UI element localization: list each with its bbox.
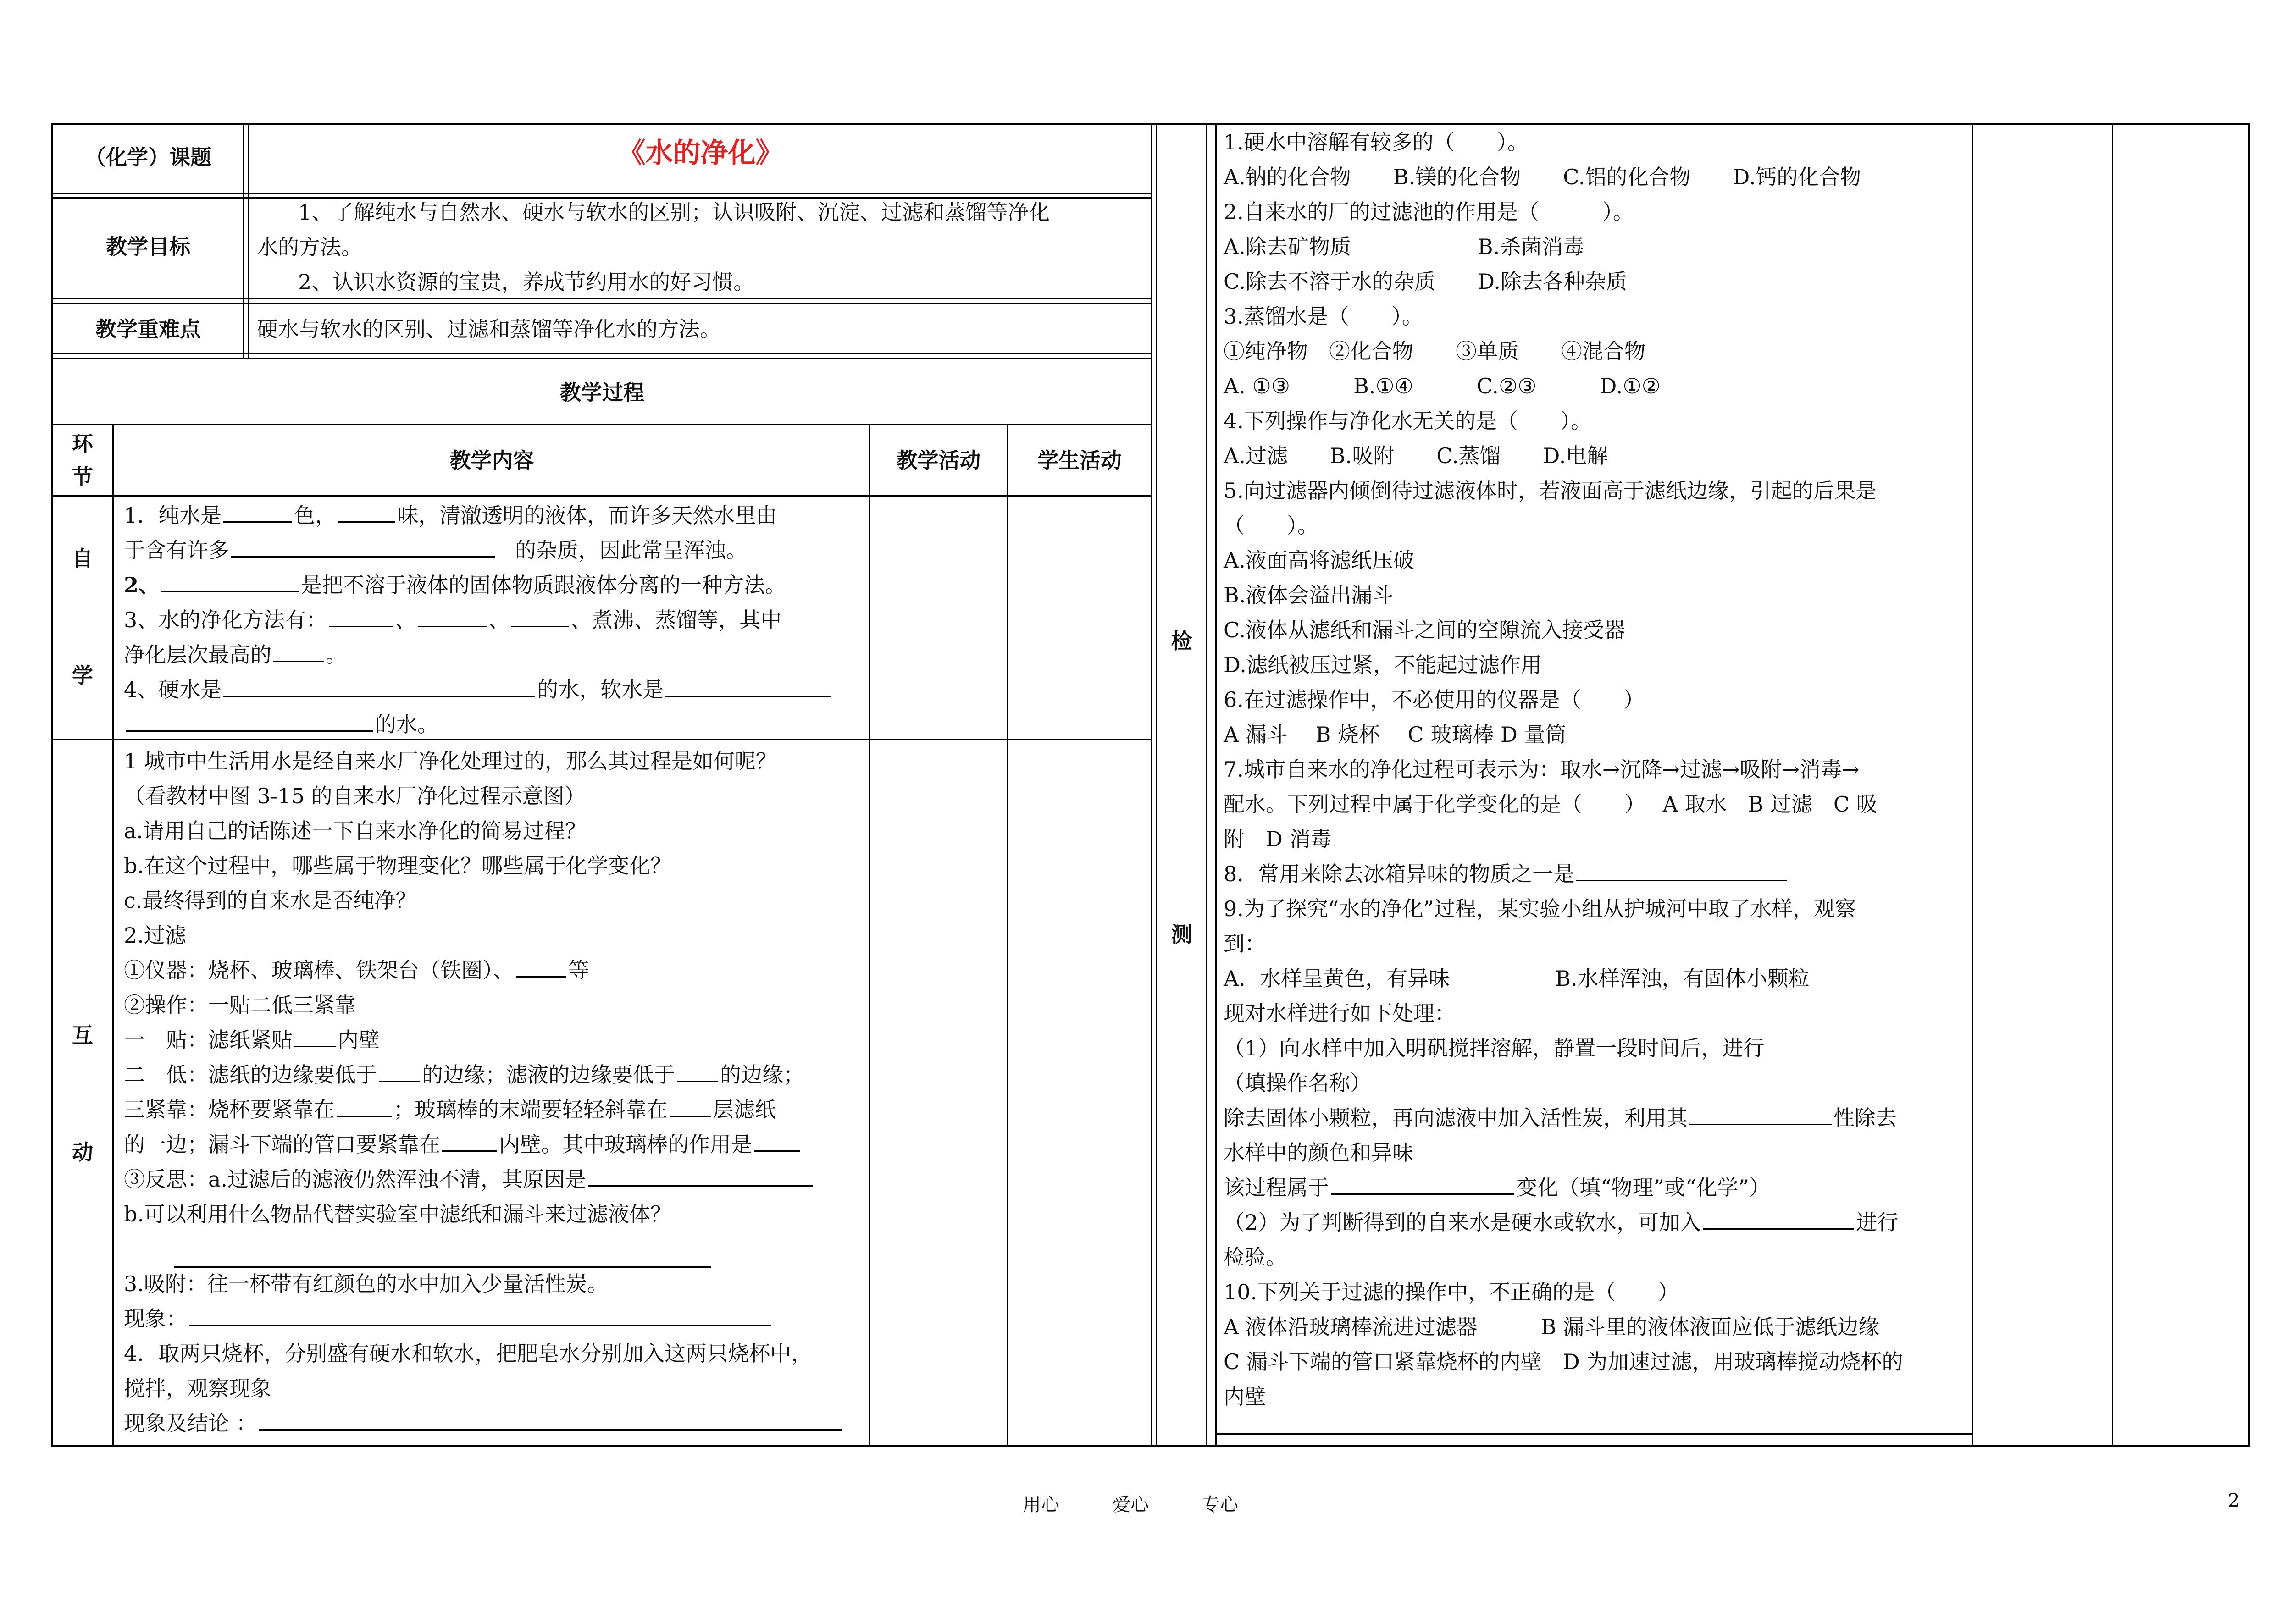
header-split	[243, 123, 244, 358]
teacher-col-line	[1007, 424, 1008, 1447]
interaction-tie: 一 贴：滤纸紧贴 内壁	[124, 1022, 380, 1057]
interaction-instruments: ①仪器：烧杯、玻璃棒、铁架台（铁圈）、 等	[124, 953, 589, 988]
test-line-20: 配水。下列过程中属于化学变化的是（ ） A 取水 B 过滤 C 吸	[1224, 792, 1878, 817]
test-line-10: A.过滤 B.吸附 C.蒸馏 D.电解	[1224, 443, 1608, 468]
goal-2: 2、认识水资源的宝贵，养成节约用水的好习惯。	[298, 270, 755, 294]
test-q10-1: 10.下列关于过滤的操作中，不正确的是（ ）	[1224, 1280, 1679, 1304]
interaction-operation: ②操作：一贴二低三紧靠	[124, 993, 356, 1017]
test-line-11: 5.向过滤器内倾倒待过滤液体时，若液面高于滤纸边缘，引起的后果是	[1224, 478, 1877, 503]
header-split-b	[248, 123, 249, 358]
col-content: 教学内容	[449, 448, 534, 473]
footer-motto-a: 用心	[1023, 1494, 1059, 1515]
test-q9-f: （填操作名称）	[1224, 1071, 1371, 1095]
test-label-b: 测	[1171, 922, 1192, 947]
test-q9-c: A．水样呈黄色，有异味 B.水样浑浊，有固体小颗粒	[1224, 966, 1810, 991]
test-q9-j: （2）为了判断得到的自来水是硬水或软水，可加入 进行	[1224, 1205, 1898, 1240]
test-q9-a: 9.为了探究“水的净化”过程，某实验小组从护城河中取了水样，观察	[1224, 896, 1856, 921]
row-line-3b	[51, 358, 1152, 359]
interaction-line-6: 2.过滤	[124, 923, 186, 948]
test-line-9: 4.下列操作与净化水无关的是（ ）。	[1224, 409, 1592, 433]
interaction-conclusion: 现象及结论 ：	[124, 1406, 843, 1441]
col-student: 学生活动	[1037, 448, 1122, 473]
test-line-12: （ ）。	[1224, 513, 1318, 538]
test-line-7: ①纯净物 ②化合物 ③单质 ④混合物	[1224, 339, 1645, 364]
extra-col-line-1	[1972, 123, 1973, 1447]
left-table-right	[1151, 123, 1152, 1447]
subject-label: （化学）课题	[85, 145, 211, 170]
self-study-line-2: 于含有许多 的杂质，因此常呈浑浊。	[124, 533, 747, 568]
test-line-8: A. ①③ B.①④ C.②③ D.①②	[1224, 374, 1661, 398]
keypoints-label: 教学重难点	[95, 317, 201, 342]
row-line-4	[51, 424, 1152, 425]
test-label-a: 检	[1171, 629, 1192, 653]
test-line-4: A.除去矿物质 B.杀菌消毒	[1224, 234, 1584, 259]
page-number: 2	[2228, 1490, 2240, 1511]
col-stage-b: 节	[72, 464, 93, 489]
row-line-2b	[51, 303, 1152, 304]
self-study-label-a: 自	[72, 546, 93, 571]
test-line-15: C.液体从滤纸和漏斗之间的空隙流入接受器	[1224, 618, 1626, 642]
test-line-2: A.钠的化合物 B.镁的化合物 C.铝的化合物 D.钙的化合物	[1224, 165, 1861, 189]
goal-1-cont: 水的方法。	[257, 235, 362, 260]
left-table-right-inner	[1156, 123, 1157, 1447]
interaction-soap-b: 搅拌，观察现象	[124, 1376, 271, 1401]
interaction-kao: 三紧靠：烧杯要紧靠在 ；玻璃棒的末端要轻轻斜靠在 层滤纸	[124, 1092, 776, 1127]
test-q9-k: 检验。	[1224, 1245, 1287, 1270]
interaction-adsorb: 3.吸附：往一杯带有红颜色的水中加入少量活性炭。	[124, 1271, 608, 1296]
keypoints-text: 硬水与软水的区别、过滤和蒸馏等净化水的方法。	[257, 317, 721, 342]
test-q9-e: （1）向水样中加入明矾搅拌溶解，静置一段时间后，进行	[1224, 1036, 1765, 1061]
interaction-line-4: b.在这个过程中，哪些属于物理变化？哪些属于化学变化？	[124, 853, 672, 878]
col-teacher: 教学活动	[896, 448, 981, 473]
test-line-16: D.滤纸被压过紧，不能起过滤作用	[1224, 652, 1542, 677]
test-q9-b: 到：	[1224, 931, 1266, 956]
interaction-soap-a: 4．取两只烧杯，分别盛有硬水和软水，把肥皂水分别加入这两只烧杯中，	[124, 1341, 813, 1366]
extra-col-line-2	[2112, 123, 2113, 1447]
test-line-6: 3.蒸馏水是（ ）。	[1224, 304, 1423, 329]
interaction-reflect-b: b.可以利用什么物品代替实验室中滤纸和漏斗来过滤液体？	[124, 1202, 672, 1226]
test-q9-g: 除去固体小颗粒，再向滤液中加入活性炭，利用其 性除去	[1224, 1100, 1897, 1135]
test-line-18: A 漏斗 B 烧杯 C 玻璃棒 D 量筒	[1224, 722, 1567, 747]
test-line-3: 2.自来水的厂的过滤池的作用是（ ）。	[1224, 199, 1634, 224]
interaction-label-b: 动	[72, 1140, 93, 1165]
interaction-line-1: 1 城市中生活用水是经自来水厂净化处理过的，那么其过程是如何呢？	[124, 749, 777, 773]
interaction-phenomenon: 现象：	[124, 1301, 773, 1336]
test-line-13: A.液面高将滤纸压破	[1224, 548, 1414, 573]
page-title: 《水的净化》	[618, 137, 783, 169]
interaction-low: 二 低：滤纸的边缘要低于 的边缘；滤液的边缘要低于 的边缘；	[124, 1057, 804, 1092]
row-line-3	[51, 353, 1152, 354]
test-line-1: 1.硬水中溶解有较多的（ ）。	[1224, 130, 1529, 155]
content-col-line	[869, 424, 870, 1447]
self-study-line-5: 净化层次最高的 。	[124, 637, 347, 672]
test-q9-i: 该过程属于 变化（填“物理”或“化学”）	[1224, 1170, 1770, 1205]
test-q10-4: 内壁	[1224, 1384, 1266, 1409]
test-line-5: C.除去不溶于水的杂质 D.除去各种杂质	[1224, 269, 1628, 294]
self-study-line-6: 4、硬水是 的水，软水是	[124, 672, 832, 707]
test-line-19: 7.城市自来水的净化过程可表示为：取水→沉降→过滤→吸附→消毒→	[1224, 757, 1860, 782]
self-study-line-1: 1．纯水是 色， 味，清澈透明的液体，而许多天然水里由	[124, 498, 777, 533]
test-q10-3: C 漏斗下端的管口紧靠烧杯的内壁 D 为加速过滤，用玻璃棒搅动烧杯的	[1224, 1349, 1903, 1374]
test-q9-d: 现对水样进行如下处理：	[1224, 1001, 1456, 1026]
goals-label: 教学目标	[106, 234, 190, 259]
table-border-top	[51, 123, 2250, 125]
interaction-kao-2: 的一边；漏斗下端的管口要紧靠在 内壁。其中玻璃棒的作用是	[124, 1127, 802, 1162]
right-bottom-inner	[1215, 1433, 1973, 1435]
col-stage-a: 环	[72, 431, 93, 456]
interaction-line-2: （看教材中图 3-15 的自来水厂净化过程示意图）	[124, 784, 586, 808]
test-q9-h: 水样中的颜色和异味	[1224, 1140, 1413, 1165]
process-label: 教学过程	[560, 380, 644, 405]
self-study-line-7: 的水。	[124, 707, 438, 742]
self-study-label-b: 学	[72, 663, 93, 688]
interaction-line-5: c.最终得到的自来水是否纯净？	[124, 888, 417, 913]
footer-motto-b: 爱心	[1112, 1494, 1149, 1515]
check-col-line-2	[1215, 123, 1217, 1447]
interaction-reflect-a: ③反思：a.过滤后的滤液仍然浑浊不清，其原因是	[124, 1162, 814, 1197]
test-line-17: 6.在过滤操作中，不必使用的仪器是（ ）	[1224, 687, 1645, 712]
row-line-1	[51, 193, 1152, 194]
self-study-line-4: 3、水的净化方法有： 、 、 、煮沸、蒸馏等，其中	[124, 602, 781, 637]
row-line-5	[51, 495, 1152, 497]
table-border-bottom	[51, 1445, 2250, 1447]
check-col-line	[1206, 123, 1207, 1447]
footer-motto-c: 专心	[1202, 1494, 1238, 1515]
test-line-14: B.液体会溢出漏斗	[1224, 583, 1394, 608]
interaction-label-a: 互	[72, 1023, 93, 1048]
interaction-line-3: a.请用自己的话陈述一下自来水净化的简易过程？	[124, 818, 587, 843]
goal-1: 1、了解纯水与自然水、硬水与软水的区别；认识吸附、沉淀、过滤和蒸馏等净化	[298, 200, 1050, 225]
test-line-21: 附 D 消毒	[1224, 827, 1332, 851]
test-q10-2: A 液体沿玻璃棒流进过滤器 B 漏斗里的液体液面应低于滤纸边缘	[1224, 1315, 1880, 1339]
test-q8: 8．常用来除去冰箱异味的物质之一是	[1224, 856, 1789, 891]
self-study-line-3: 2、 是把不溶于液体的固体物质跟液体分离的一种方法。	[124, 568, 786, 602]
stage-col-line	[112, 424, 114, 1447]
table-border-right	[2248, 123, 2250, 1447]
